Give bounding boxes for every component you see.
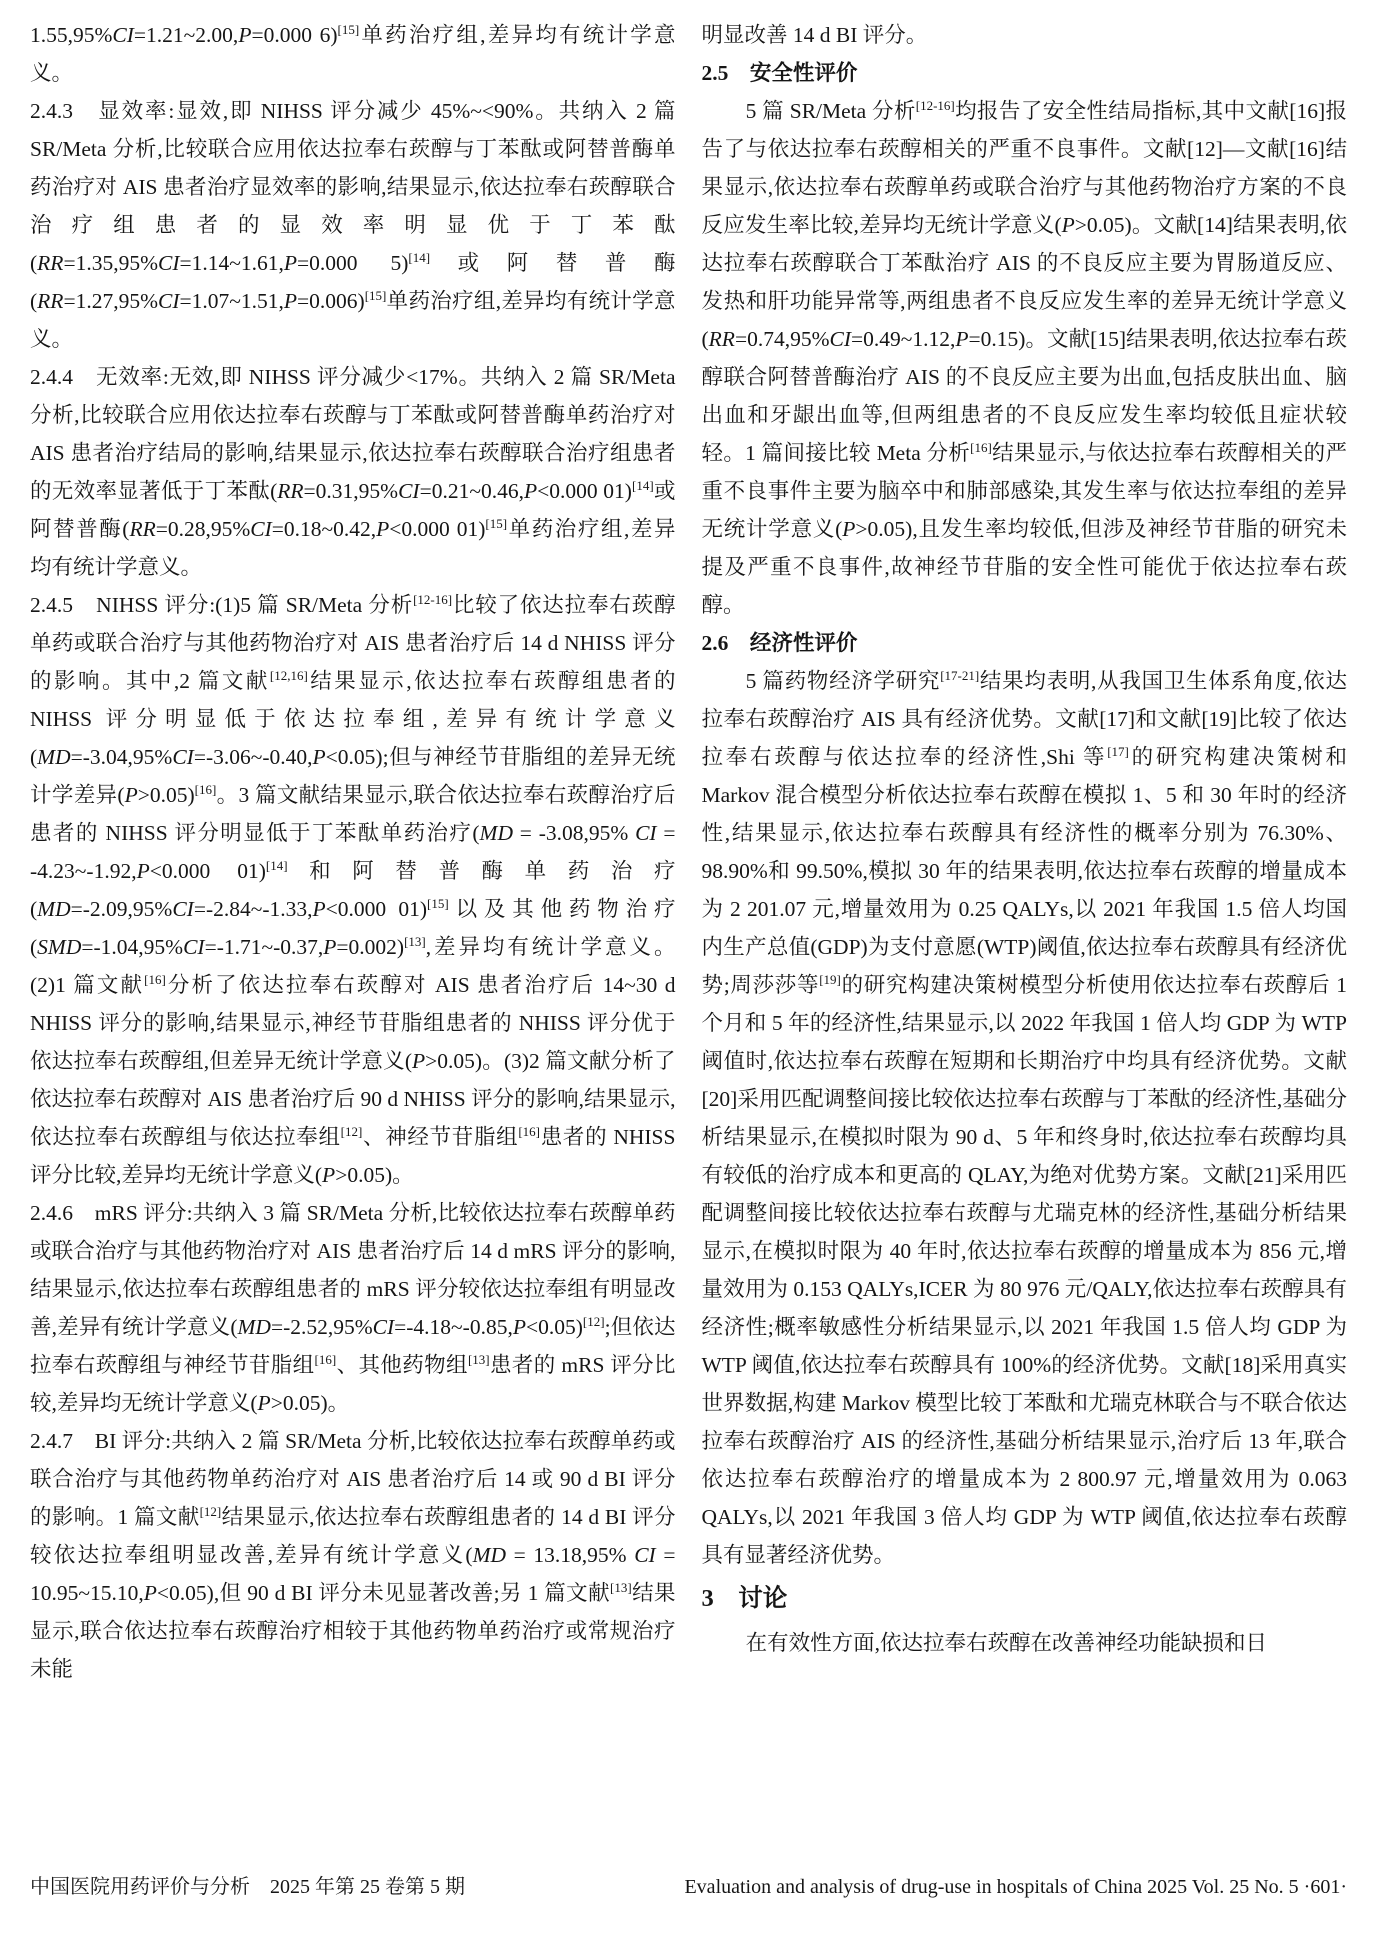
text-run: 5 篇药物经济学研究	[745, 669, 941, 693]
text-run: 单药治疗组,差异均有统计学意义。	[30, 517, 676, 579]
paragraph-continuation	[30, 16, 676, 92]
stat-variable: P	[523, 479, 538, 503]
stat-variable: P	[955, 327, 969, 351]
stat-variable: CI	[634, 1543, 656, 1567]
citation-ref: [14]	[408, 249, 431, 265]
text-run: <0.05)	[525, 1315, 583, 1339]
section-2-5-body	[702, 92, 1348, 624]
text-run: =0.31,95%	[303, 479, 399, 503]
text-run: =-2.84~-1.33,	[193, 897, 313, 921]
text-run: =0.28,95%	[155, 517, 251, 541]
text-run: <0.05);但与神经节苷脂组的差异无统计学差异(	[30, 745, 676, 807]
citation-ref: [16]	[518, 1123, 541, 1139]
stat-variable: P	[257, 1391, 271, 1415]
stat-variable: MD	[472, 1543, 506, 1567]
text-run: <0.000 01)	[537, 479, 632, 503]
text-run: 以及其他药物治疗(	[30, 897, 676, 959]
stat-variable: CI	[183, 935, 205, 959]
text-run: 、其他药物组	[336, 1353, 468, 1377]
text-run: =-4.18~-0.85,	[394, 1315, 513, 1339]
citation-ref: [13]	[404, 933, 426, 949]
citation-ref: [16]	[970, 439, 992, 455]
stat-variable: MD	[479, 821, 513, 845]
text-run: 患者的 mRS 评分比较,差异均无统计学意义(	[30, 1353, 676, 1415]
stat-variable: MD	[37, 897, 71, 921]
citation-ref: [12-16]	[413, 591, 453, 607]
section-2-4-4	[30, 358, 676, 586]
citation-ref: [16]	[194, 781, 217, 797]
footer-journal-title-en: Evaluation and analysis of drug-use in hospitals of China 2025 Vol. 25 No. 5 ·601·	[684, 1876, 1347, 1898]
stat-variable: CI	[112, 23, 134, 47]
citation-ref: [14]	[631, 477, 654, 493]
stat-variable: CI	[158, 251, 180, 275]
text-run: 2.4.6 mRS 评分:共纳入 3 篇 SR/Meta 分析,比较依达拉奉右莰醇单药或联合治疗与其他药物治疗对 AIS 患者治疗后 14 d mRS 评分的影响,结果显示,依达拉奉右莰醇组患者的 mRS 评分较依达拉奉组有明显改善,差异有统计学意义(	[30, 1201, 676, 1339]
citation-ref: [14]	[265, 857, 288, 873]
section-number: 3	[701, 1585, 714, 1612]
text-run: 5 篇 SR/Meta 分析	[745, 99, 916, 123]
stat-variable: P	[322, 1163, 336, 1187]
text-run: 1.55,95%	[30, 23, 113, 47]
stat-variable: RR	[129, 517, 156, 541]
text-run: 结果显示,依达拉奉右莰醇组患者的 NIHSS 评分明显低于依达拉奉组,差异有统计学意义(	[30, 669, 676, 769]
stat-variable: P	[323, 935, 337, 959]
page-footer	[30, 1872, 1347, 1902]
stat-variable: RR	[708, 327, 735, 351]
stat-variable: CI	[398, 479, 420, 503]
text-run: <0.05),但 90 d BI 评分未见显著改善;另 1 篇文献	[156, 1581, 610, 1605]
text-run: =1.35,95%	[63, 251, 158, 275]
text-run: =0.49~1.12,	[851, 327, 956, 351]
text-run: 。3 篇文献结果显示,联合依达拉奉右莰醇治疗后患者的 NIHSS 评分明显低于丁苯酞单药治疗(	[30, 783, 676, 845]
text-run: >0.05)。	[270, 1391, 350, 1415]
footer-journal-title-cn: 中国医院用药评价与分析 2025 年第 25 卷第 5 期	[30, 1876, 465, 1898]
text-run: 分析了依达拉奉右莰醇对 AIS 患者治疗后 14~30 d NHISS 评分的影响,结果显示,神经节苷脂组患者的 NHISS 评分优于依达拉奉右莰醇组,但差异无统计学意义(	[30, 973, 676, 1073]
stat-variable: P	[238, 23, 252, 47]
text-run: ,差异均有统计学意义。(2)1 篇文献	[30, 935, 676, 997]
heading-3	[702, 1576, 1348, 1622]
citation-ref: [17-21]	[940, 667, 980, 683]
section-3-body	[702, 1624, 1348, 1662]
citation-ref: [16]	[144, 971, 166, 987]
text-run: 单药治疗组,差异均有统计学意义。	[30, 289, 676, 351]
text-run: =1.27,95%	[63, 289, 158, 313]
stat-variable: MD	[237, 1315, 271, 1339]
stat-variable: MD	[37, 745, 71, 769]
text-run: = 10.95~15.10,	[30, 1543, 676, 1605]
section-2-4-3	[30, 92, 676, 358]
stat-variable: RR	[277, 479, 304, 503]
text-run: 和阿替普酶单药治疗(	[30, 859, 676, 921]
text-run: 2.4.4 无效率:无效,即 NIHSS 评分减少<17%。共纳入 2 篇 SR/Meta 分析,比较联合应用依达拉奉右莰醇与丁苯酞或阿替普酶单药治疗对 AIS 患者治疗结局的影响,结果显示,依达拉奉右莰醇联合治疗组患者的无效率显著低于丁苯酞(	[30, 365, 676, 503]
stat-variable: P	[842, 517, 856, 541]
text-run: =0.74,95%	[734, 327, 830, 351]
text-run: >0.05),且发生率均较低,但涉及神经节苷脂的研究未提及严重不良事件,故神经节苷脂的安全性可能优于依达拉奉右莰醇。	[701, 517, 1347, 617]
stat-variable: CI	[372, 1315, 395, 1339]
citation-ref: [19]	[819, 971, 841, 987]
text-run: =0.000 5)	[297, 251, 409, 275]
two-column-text-area	[30, 16, 1347, 1688]
paragraph-continuation	[702, 16, 1348, 54]
citation-ref: [13]	[467, 1351, 490, 1367]
text-run: 单药治疗组,差异均有统计学意义。	[30, 23, 676, 85]
stat-variable: RR	[37, 251, 64, 275]
stat-variable: P	[312, 745, 326, 769]
text-run: 或阿替普酶(	[30, 479, 676, 541]
section-2-4-7	[30, 1422, 676, 1688]
text-run: =1.07~1.51,	[179, 289, 284, 313]
text-run: 结果均表明,从我国卫生体系角度,依达拉奉右莰醇治疗 AIS 具有经济优势。文献[17]和文献[19]比较了依达拉奉右莰醇与依达拉奉的经济性,Shi 等	[701, 669, 1347, 769]
citation-ref: [15]	[364, 287, 387, 303]
text-run: =-2.09,95%	[70, 897, 173, 921]
stat-variable: CI	[250, 517, 272, 541]
text-run: >0.05)。(3)2 篇文献分析了依达拉奉右莰醇对 AIS 患者治疗后 90 d NHISS 评分的影响,结果显示,依达拉奉右莰醇组与依达拉奉组	[30, 1049, 676, 1149]
text-run: = 13.18,95%	[506, 1543, 635, 1567]
citation-ref: [15]	[427, 895, 449, 911]
stat-variable: P	[1061, 213, 1075, 237]
text-run: =1.21~2.00,	[133, 23, 239, 47]
text-run: 明显改善 14 d BI 评分。	[701, 23, 928, 47]
text-run: >0.05)。	[335, 1163, 414, 1187]
text-run: =0.006)	[297, 289, 365, 313]
citation-ref: [12]	[582, 1313, 605, 1329]
stat-variable: P	[312, 897, 326, 921]
stat-variable: SMD	[37, 935, 82, 959]
text-run: =-1.71~-0.37,	[204, 935, 324, 959]
stat-variable: P	[376, 517, 390, 541]
citation-ref: [12]	[199, 1503, 222, 1519]
citation-ref: [12,16]	[269, 667, 308, 683]
text-run: 的研究构建决策树模型分析使用依达拉奉右莰醇后 1 个月和 5 年的经济性,结果显示,以 2022 年我国 1 倍人均 GDP 为 WTP 阈值时,依达拉奉右莰醇在短期和长期治疗中均具有经济优势。文献[20]采用匹配调整间接比较依达拉奉右莰醇与丁苯酞的经济性,基础分析结果显示,在模拟时限为 90 d、5 年和终身时,依达拉奉右莰醇均具有较低的治疗成本和更高的 QLAY,为绝对优势方案。文献[21]采用匹配调整间接比较依达拉奉右莰醇与尤瑞克林的经济性,基础分析结果显示,在模拟时限为 40 年时,依达拉奉右莰醇的增量成本为 856 元,增量效用为 0.153 QALYs,ICER 为 80 976 元/QALY,依达拉奉右莰醇具有经济性;概率敏感性分析结果显示,以 2021 年我国 1.5 倍人均 GDP 为 WTP 阈值,依达拉奉右莰醇具有 100%的经济优势。文献[18]采用真实世界数据,构建 Markov 模型比较丁苯酞和尤瑞克林联合与不联合依达拉奉右莰醇治疗 AIS 的经济性,基础分析结果显示,治疗后 13 年,联合依达拉奉右莰醇治疗的增量成本为 2 800.97 元,增量效用为 0.063 QALYs,以 2021 年我国 3 倍人均 GDP 为 WTP 阈值,依达拉奉右莰醇具有显著经济优势。	[701, 973, 1347, 1567]
section-2-6-body	[702, 662, 1348, 1574]
text-run: =0.21~0.46,	[419, 479, 524, 503]
text-run: 在有效性方面,依达拉奉右莰醇在改善神经功能缺损和日	[745, 1631, 1267, 1655]
text-run: 结果显示,联合依达拉奉右莰醇治疗相较于其他药物单药治疗或常规治疗未能	[30, 1581, 676, 1681]
citation-ref: [15]	[485, 515, 508, 531]
stat-variable: CI	[158, 289, 180, 313]
stat-variable: CI	[172, 745, 194, 769]
stat-variable: P	[412, 1049, 426, 1073]
text-run: 患者的 NHISS 评分比较,差异均无统计学意义(	[30, 1125, 676, 1187]
text-run: 比较了依达拉奉右莰醇单药或联合治疗与其他药物治疗对 AIS 患者治疗后 14 d NHISS 评分的影响。其中,2 篇文献	[30, 593, 676, 693]
citation-ref: [12-16]	[915, 97, 955, 113]
text-run: 2.4.3 显效率:显效,即 NIHSS 评分减少 45%~<90%。共纳入 2 篇 SR/Meta 分析,比较联合应用依达拉奉右莰醇与丁苯酞或阿替普酶单药治疗对 AIS 患者治疗显效率的影响,结果显示,依达拉奉右莰醇联合治疗组患者的显效率明显优于丁苯酞(	[30, 99, 676, 275]
section-number: 2.6	[701, 631, 729, 655]
section-2-4-6	[30, 1194, 676, 1422]
text-run: 或阿替普酶(	[30, 251, 676, 313]
text-run: = -4.23~-1.92,	[30, 821, 676, 883]
stat-variable: P	[136, 859, 150, 883]
stat-variable: P	[143, 1581, 157, 1605]
text-run: =0.002)	[336, 935, 405, 959]
stat-variable: P	[283, 251, 298, 275]
text-run: <0.000 01)	[389, 517, 486, 541]
text-run: 安全性评价	[728, 61, 858, 85]
text-run: 的研究构建决策树和 Markov 混合模型分析依达拉奉右莰醇在模拟 1、5 和 30 年时的经济性,结果显示,依达拉奉右莰醇具有经济性的概率分别为 76.30%、98.90%和 99.50%,模拟 30 年的结果表明,依达拉奉右莰醇的增量成本为 2 201.07 元,增量效用为 0.25 QALYs,以 2021 年我国 1.5 倍人均国内生产总值(GDP)为支付意愿(WTP)阈值,依达拉奉右莰醇具有经济优势;周莎莎等	[701, 745, 1347, 997]
citation-ref: [15]	[337, 21, 360, 37]
citation-ref: [12]	[340, 1123, 363, 1139]
heading-2-6	[702, 624, 1348, 662]
text-run: 讨论	[713, 1585, 788, 1612]
citation-ref: [17]	[1107, 743, 1129, 759]
stat-variable: P	[283, 289, 298, 313]
text-run: 结果显示,依达拉奉右莰醇组患者的 14 d BI 评分较依达拉奉组明显改善,差异有统计学意义(	[30, 1505, 676, 1567]
stat-variable: P	[512, 1315, 526, 1339]
stat-variable: CI	[829, 327, 851, 351]
text-run: =0.18~0.42,	[271, 517, 377, 541]
text-run: 经济性评价	[728, 631, 858, 655]
text-run: 结果显示,与依达拉奉右莰醇相关的严重不良事件主要为脑卒中和肺部感染,其发生率与依达拉奉组的差异无统计学意义(	[701, 441, 1347, 541]
stat-variable: CI	[635, 821, 657, 845]
section-number: 2.5	[701, 61, 729, 85]
section-2-4-5	[30, 586, 676, 1194]
text-run: 均报告了安全性结局指标,其中文献[16]报告了与依达拉奉右莰醇相关的严重不良事件。文献[12]—文献[16]结果显示,依达拉奉右莰醇单药或联合治疗与其他药物治疗方案的不良反应发生率比较,差异均无统计学意义(	[701, 99, 1348, 237]
text-run: =-3.06~-0.40,	[193, 745, 313, 769]
text-run: <0.000 01)	[325, 897, 428, 921]
text-run: 2.4.7 BI 评分:共纳入 2 篇 SR/Meta 分析,比较依达拉奉右莰醇单药或联合治疗与其他药物单药治疗对 AIS 患者治疗后 14 或 90 d BI 评分的影响。1 篇文献	[30, 1429, 676, 1529]
stat-variable: RR	[37, 289, 64, 313]
text-run: 2.4.5 NIHSS 评分:(1)5 篇 SR/Meta 分析	[30, 593, 414, 617]
column-left	[30, 16, 676, 1688]
text-run: =-1.04,95%	[81, 935, 184, 959]
text-run: = -3.08,95%	[512, 821, 636, 845]
text-run: =1.14~1.61,	[179, 251, 284, 275]
text-run: =0.000 6)	[251, 23, 338, 47]
citation-ref: [13]	[610, 1579, 632, 1595]
stat-variable: P	[124, 783, 138, 807]
text-run: ;但依达拉奉右莰醇组与神经节苷脂组	[30, 1315, 676, 1377]
text-run: =0.15)。文献[15]结果表明,依达拉奉右莰醇联合阿替普酶治疗 AIS 的不良反应主要为出血,包括皮肤出血、脑出血和牙龈出血等,但两组患者的不良反应发生率均较低且症状较轻。1 篇间接比较 Meta 分析	[701, 327, 1347, 465]
text-run: <0.000 01)	[149, 859, 266, 883]
text-run: >0.05)	[137, 783, 195, 807]
text-run: =-3.04,95%	[70, 745, 173, 769]
text-run: 、神经节苷脂组	[362, 1125, 519, 1149]
column-right	[702, 16, 1348, 1688]
heading-2-5	[702, 54, 1348, 92]
text-run: >0.05)。文献[14]结果表明,依达拉奉右莰醇联合丁苯酞治疗 AIS 的不良反应主要为胃肠道反应、发热和肝功能异常等,两组患者不良反应发生率的差异无统计学意义(	[701, 213, 1347, 351]
stat-variable: CI	[172, 897, 194, 921]
text-run: =-2.52,95%	[270, 1315, 373, 1339]
citation-ref: [16]	[314, 1351, 337, 1367]
